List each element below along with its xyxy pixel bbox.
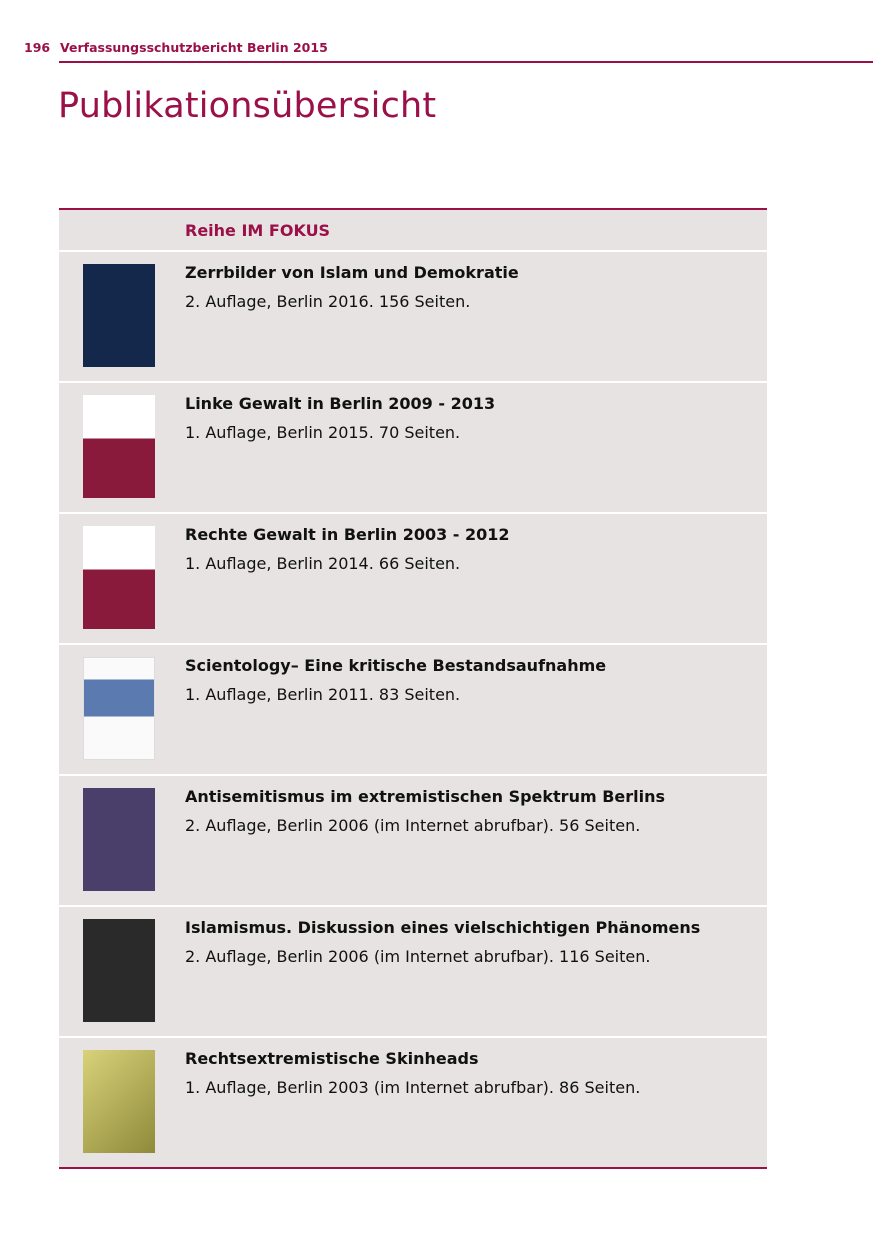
publication-title: Scientology– Eine kritische Bestandsaufnahme	[185, 656, 607, 675]
publication-title: Rechtsextremistische Skinheads	[185, 1049, 479, 1068]
section-label: Reihe IM FOKUS	[185, 221, 331, 240]
publication-title: Linke Gewalt in Berlin 2009 - 2013	[185, 394, 496, 413]
cover-image	[83, 395, 155, 498]
publication-title: Antisemitismus im extremistischen Spektrum Berlins	[185, 787, 666, 806]
page-title: Publikationsübersicht	[58, 86, 437, 126]
publication-row	[59, 907, 767, 1038]
publication-row	[59, 252, 767, 383]
cover-image	[83, 526, 155, 629]
publication-table	[59, 208, 767, 1169]
publication-row	[59, 383, 767, 514]
section-header	[59, 210, 767, 252]
cover-image	[83, 788, 155, 891]
cover-image	[83, 264, 155, 367]
publication-title: Islamismus. Diskussion eines vielschichtigen Phänomens	[185, 918, 701, 937]
running-header	[24, 40, 328, 55]
publication-row	[59, 645, 767, 776]
running-title: Verfassungsschutzbericht Berlin 2015	[60, 40, 328, 55]
publication-details: 1. Auflage, Berlin 2011. 83 Seiten.	[185, 685, 461, 704]
publication-title: Rechte Gewalt in Berlin 2003 - 2012	[185, 525, 510, 544]
publication-details: 1. Auflage, Berlin 2003 (im Internet abrufbar). 86 Seiten.	[185, 1078, 641, 1097]
page-number: 196	[24, 40, 51, 55]
publication-row	[59, 514, 767, 645]
header-rule	[59, 61, 873, 63]
cover-image	[83, 1050, 155, 1153]
cover-image	[83, 657, 155, 760]
publication-details: 2. Auflage, Berlin 2006 (im Internet abrufbar). 116 Seiten.	[185, 947, 651, 966]
publication-details: 2. Auflage, Berlin 2006 (im Internet abrufbar). 56 Seiten.	[185, 816, 641, 835]
publication-details: 2. Auflage, Berlin 2016. 156 Seiten.	[185, 292, 471, 311]
publication-title: Zerrbilder von Islam und Demokratie	[185, 263, 519, 282]
publication-details: 1. Auflage, Berlin 2015. 70 Seiten.	[185, 423, 461, 442]
publication-row	[59, 776, 767, 907]
cover-image	[83, 919, 155, 1022]
publication-details: 1. Auflage, Berlin 2014. 66 Seiten.	[185, 554, 461, 573]
publication-row	[59, 1038, 767, 1167]
